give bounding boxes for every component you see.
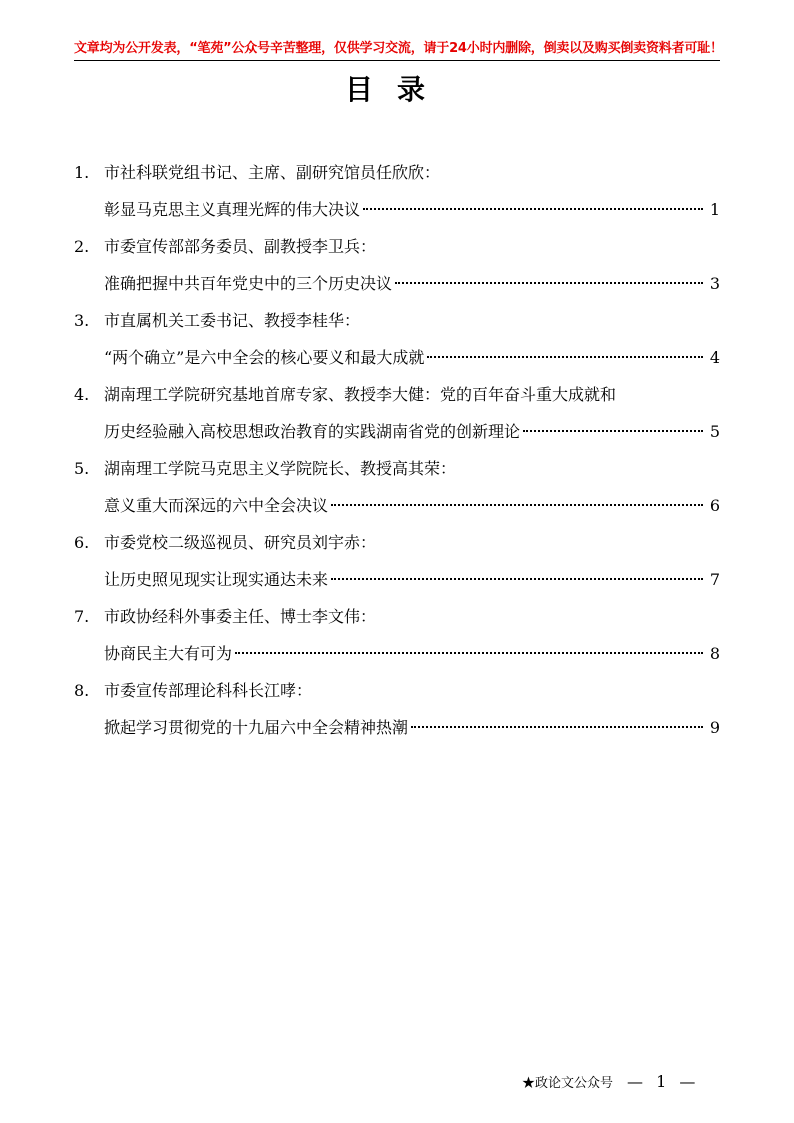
toc-heading: 湖南理工学院研究基地首席专家、教授李大健：党的百年奋斗重大成就和 — [104, 385, 617, 404]
toc-number: 1. — [74, 163, 90, 182]
toc-entry-1[interactable] — [74, 154, 720, 228]
toc-heading: 市直属机关工委书记、教授李桂华： — [104, 311, 361, 330]
toc-entry-6[interactable] — [74, 524, 720, 598]
leader-dots — [411, 726, 703, 728]
toc-title: 意义重大而深远的六中全会决议 — [104, 496, 329, 515]
toc-title: 彰显马克思主义真理光辉的伟大决议 — [104, 200, 361, 219]
toc-heading: 市委宣传部部务委员、副教授李卫兵： — [104, 237, 377, 256]
toc-entry-2[interactable] — [74, 228, 720, 302]
copyright-banner: 文章均为公开发表，“笔苑”公众号辛苦整理，仅供学习交流，请于24小时内删除，倒卖以及购买倒卖资料者可耻！ — [74, 41, 723, 56]
toc-title: 协商民主大有可为 — [104, 644, 233, 663]
leader-dots — [395, 282, 703, 284]
toc-heading: 市委党校二级巡视员、研究员刘宇赤： — [104, 533, 377, 552]
toc-number: 4. — [74, 385, 90, 404]
toc-title: 准确把握中共百年党史中的三个历史决议 — [104, 274, 393, 293]
toc-entry-4[interactable] — [74, 376, 720, 450]
toc-page-number: 8 — [709, 644, 720, 663]
table-of-contents — [74, 154, 720, 746]
toc-heading: 市委宣传部理论科科长江哮： — [104, 681, 313, 700]
leader-dots — [331, 578, 703, 580]
toc-entry-8[interactable] — [74, 672, 720, 746]
leader-dots — [523, 430, 703, 432]
leader-dots — [427, 356, 703, 358]
footer-page-number: — 1 — — [627, 1072, 700, 1091]
toc-page-number: 1 — [709, 200, 720, 219]
toc-title: “两个确立”是六中全会的核心要义和最大成就 — [104, 348, 425, 367]
toc-title: 历史经验融入高校思想政治教育的实践湖南省党的创新理论 — [104, 422, 521, 441]
toc-entry-7[interactable] — [74, 598, 720, 672]
page-footer — [522, 1072, 699, 1094]
header-divider — [74, 60, 720, 61]
toc-page-number: 4 — [709, 348, 720, 367]
toc-title: 让历史照见现实让现实通达未来 — [104, 570, 329, 589]
footer-label: ★政论文公众号 — [522, 1076, 614, 1091]
toc-number: 3. — [74, 311, 90, 330]
toc-page-number: 5 — [709, 422, 720, 441]
toc-page-number: 9 — [709, 718, 720, 737]
leader-dots — [235, 652, 703, 654]
page-title: 目录 — [344, 73, 449, 106]
toc-page-number: 7 — [709, 570, 720, 589]
toc-heading: 湖南理工学院马克思主义学院院长、教授高其荣： — [104, 459, 457, 478]
toc-heading: 市政协经科外事委主任、博士李文伟： — [104, 607, 377, 626]
toc-number: 6. — [74, 533, 90, 552]
leader-dots — [363, 208, 703, 210]
leader-dots — [331, 504, 703, 506]
toc-number: 8. — [74, 681, 90, 700]
toc-number: 5. — [74, 459, 90, 478]
toc-number: 7. — [74, 607, 90, 626]
toc-entry-5[interactable] — [74, 450, 720, 524]
toc-heading: 市社科联党组书记、主席、副研究馆员任欣欣： — [104, 163, 441, 182]
toc-page-number: 3 — [709, 274, 720, 293]
toc-title: 掀起学习贯彻党的十九届六中全会精神热潮 — [104, 718, 409, 737]
toc-page-number: 6 — [709, 496, 720, 515]
toc-entry-3[interactable] — [74, 302, 720, 376]
toc-number: 2. — [74, 237, 90, 256]
